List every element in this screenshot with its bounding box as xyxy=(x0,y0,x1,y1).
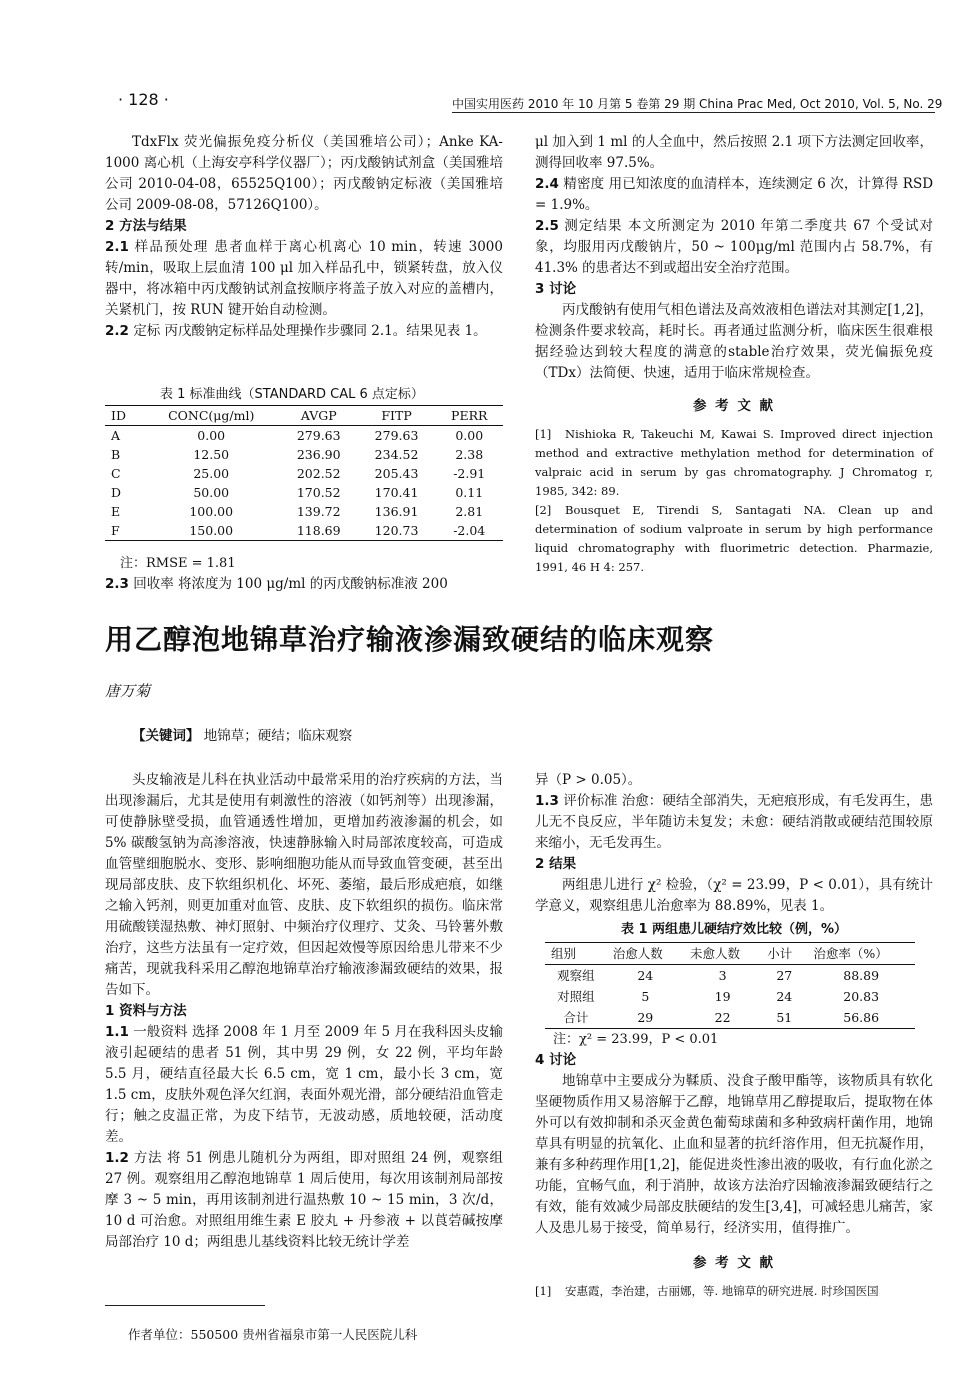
table-row xyxy=(105,464,503,483)
prev-section-2-2-title: 定标 xyxy=(133,323,161,339)
reference-1 xyxy=(535,1282,933,1301)
article-right-column xyxy=(535,770,933,1301)
table-cell: 118.69 xyxy=(296,523,341,538)
reference-text: Nishioka R, Takeuchi M, Kawai S. Improved direct injection method and extractive methylation method for determination of valpraic acid in serum by gas chromatography. J Chromatog r, 1985, 342: 89. xyxy=(535,427,933,498)
reference-text: Bousquet E, Tirendi S, Santagati NA. Clean up and determination of sodium valproate in serum by high performance liquid chromatography with fluorimetric detection. Pharmazie, 1991, 46 H 4: 257. xyxy=(535,503,933,574)
prev-section-2-2-number: 2.2 xyxy=(105,323,129,339)
section-1-1-title: 一般资料 xyxy=(133,1024,188,1040)
prev-discussion-paragraph: 丙戊酸钠有使用气相色谱法及高效液相色谱法对其测定[1,2]，检测条件要求较高，耗时长。再者通过监测分析，临床医生很难根据经验达到较大程度的满意的stable治疗效果，荧光偏振免疫（TDx）法简便、快速，适用于临床常规检查。 xyxy=(535,302,933,381)
section-1-2 xyxy=(105,1148,503,1253)
section-1-1 xyxy=(105,1022,503,1148)
prev-recovery-continued: μl 加入到 1 ml 的人全血中，然后按照 2.1 项下方法测定回收率，测得回收率 97.5%。 xyxy=(535,134,933,171)
table-cell: -2.04 xyxy=(453,523,486,538)
table-cell: A xyxy=(111,428,121,443)
table-cell: 136.91 xyxy=(374,504,419,519)
table-cell: 0.00 xyxy=(197,428,226,443)
references-title: 参 考 文 献 xyxy=(692,1255,776,1271)
prev-table-header-cell: PERR xyxy=(451,408,488,423)
prev-section-2-3-title: 回收率 xyxy=(133,576,174,592)
results-paragraph: 两组患儿进行 χ² 检验，（χ² = 23.99，P < 0.01），具有统计学意义，观察组患儿治愈率为 88.89%，见表 1。 xyxy=(535,877,933,914)
author-affiliation-footnote: 作者单位：550500 贵州省福泉市第一人民医院儿科 xyxy=(128,1327,418,1342)
table-cell: 19 xyxy=(714,989,731,1004)
prev-section-3-heading: 3 讨论 xyxy=(535,281,577,297)
prev-section-2-4-title: 精密度 xyxy=(563,176,605,192)
table-cell: 205.43 xyxy=(374,466,419,481)
table-cell: 2.38 xyxy=(455,447,484,462)
prev-section-2-5 xyxy=(535,216,933,279)
table-cell: B xyxy=(111,447,121,462)
table-row xyxy=(545,965,915,987)
table-cell: 25.00 xyxy=(193,466,230,481)
table-cell: 170.52 xyxy=(296,485,341,500)
table-row xyxy=(105,502,503,521)
table-cell: 279.63 xyxy=(296,428,341,443)
table-row xyxy=(105,445,503,464)
reference-number: [1] xyxy=(535,427,552,441)
footnote-rule xyxy=(105,1305,265,1306)
prev-section-2-1-body: 患者血样于离心机离心 10 min，转速 3000 转/min，吸取上层血清 100 μl 加入样品孔中，锁紧转盘，放入仪器中，将冰箱中丙戊酸钠试剂盒按顺序将盖子放入对应的盖槽内，关紧机门，按 RUN 键开始自动检测。 xyxy=(105,239,503,318)
table-cell: 150.00 xyxy=(189,523,234,538)
table-cell: -2.91 xyxy=(453,466,486,481)
table-cell: 观察组 xyxy=(557,968,595,983)
prev-reference-2 xyxy=(535,501,933,577)
section-1-3-body: 治愈：硬结全部消失，无疤痕形成，有毛发再生，患儿无不良反应，半年随访未复发；未愈：硬结消散或硬结范围较原来缩小，无毛发再生。 xyxy=(535,793,933,851)
keywords xyxy=(132,724,352,744)
prev-left-column xyxy=(105,132,503,342)
results-table xyxy=(545,942,915,1029)
table-cell: 24 xyxy=(637,968,654,983)
section-1-2-number: 1.2 xyxy=(105,1150,129,1166)
table-cell: 20.83 xyxy=(843,989,880,1004)
reference-number: [1] xyxy=(535,1284,552,1298)
prev-standard-curve-table xyxy=(105,405,503,541)
article-left-column xyxy=(105,770,503,1253)
prev-section-2-4-body: 用已知浓度的血清样本，连续测定 6 次，计算得 RSD = 1.9%。 xyxy=(535,176,934,213)
keywords-text: 地锦草；硬结；临床观察 xyxy=(203,728,353,744)
prev-section-2-4 xyxy=(535,174,933,216)
section-2-heading: 2 结果 xyxy=(535,856,577,872)
table-cell: 0.00 xyxy=(455,428,484,443)
prev-table-note: 注：RMSE = 1.81 xyxy=(120,556,236,571)
page-number: · 128 · xyxy=(118,90,169,109)
prev-section-2-4-number: 2.4 xyxy=(535,176,559,192)
table-cell: 3 xyxy=(718,968,727,983)
prev-section-2-5-body: 本文所测定为 2010 年第二季度共 67 个受试对象，均服用丙戊酸钠片，50 ~ 100μg/ml 范围内占 58.7%，有 41.3% 的患者达不到或超出安全治疗范围。 xyxy=(535,218,934,276)
section-1-heading: 1 资料与方法 xyxy=(105,1003,187,1019)
table-cell: 88.89 xyxy=(843,968,880,983)
table-row xyxy=(545,1007,915,1029)
journal-header: 中国实用医药 2010 年 10 月第 5 卷第 29 期 China Prac Med, Oct 2010, Vol. 5, No. 29 xyxy=(452,97,943,111)
table-cell: 50.00 xyxy=(193,485,230,500)
table-row xyxy=(105,483,503,502)
reference-text: 安惠霞，李治建，古丽娜，等. 地锦草的研究进展. 时珍国医国 xyxy=(565,1284,879,1298)
prev-references xyxy=(535,425,933,577)
section-4-heading: 4 讨论 xyxy=(535,1052,577,1068)
table-cell: 合计 xyxy=(563,1010,589,1025)
table-cell: 139.72 xyxy=(296,504,341,519)
table-cell: 234.52 xyxy=(374,447,419,462)
table-cell: 24 xyxy=(776,989,793,1004)
table-cell: F xyxy=(111,523,120,538)
keywords-label: 【关键词】 xyxy=(132,728,200,744)
difference-continued: 异（P > 0.05）。 xyxy=(535,772,642,788)
results-table-header-cell: 组别 xyxy=(551,946,577,961)
prev-materials-paragraph: TdxFlx 荧光偏振免疫分析仪（美国雅培公司）；Anke KA-1000 离心机（上海安亭科学仪器厂）；丙戊酸钠试剂盒（美国雅培公司 2010-04-08，65525Q100）；丙戊酸钠定标液（美国雅培公司 2009-08-08，57126Q100）。 xyxy=(105,134,503,213)
section-1-2-body: 将 51 例患儿随机分为两组，即对照组 24 例，观察组 27 例。观察组用乙醇泡地锦草 1 周后使用，每次用该制剂局部按摩 3 ~ 5 min，再用该制剂进行温热敷 10 ~ 15 min，3 次/d，10 d 可治愈。对照组用维生素 E 胶丸 + 丹参液 + 以莨菪碱按摩局部治疗 10 d；两组患儿基线资料比较无统计学差 xyxy=(105,1150,503,1250)
table-row xyxy=(545,986,915,1007)
section-1-1-number: 1.1 xyxy=(105,1024,129,1040)
prev-table-header-cell: FITP xyxy=(381,408,412,423)
prev-table-header-cell: CONC(μg/ml) xyxy=(168,408,255,423)
table-cell: C xyxy=(111,466,121,481)
table-cell: 29 xyxy=(637,1010,654,1025)
table-cell: 0.11 xyxy=(455,485,484,500)
prev-references-title: 参 考 文 献 xyxy=(692,398,776,414)
table-cell: D xyxy=(111,485,122,500)
intro-paragraph: 头皮输液是儿科在执业活动中最常采用的治疗疾病的方法，当出现渗漏后，尤其是使用有刺激性的溶液（如钙剂等）出现渗漏，可使静脉壁受损，血管通透性增加，更增加药液渗漏的机会，如 5% 碳酸氢钠为高渗溶液，快速静脉输入时局部浓度较高，可造成血管壁细胞脱水、变形、影响细胞功能从而导致血管变硬，甚至出现局部皮肤、皮下软组织机化、坏死、萎缩，最后形成疤痕，如继之输入钙剂，则更加重对血管、皮肤、皮下软组织的损伤。临床常用硫酸镁湿热敷、神灯照射、中频治疗仪理疗、艾灸、马铃薯外敷治疗，这些方法虽有一定疗效，但因起效慢等原因给患儿带来不少痛苦，现就我科采用乙醇泡地锦草治疗输液渗漏致硬结的效果，报告如下。 xyxy=(105,772,503,998)
article-author: 唐万菊 xyxy=(105,682,151,700)
table-cell: 5 xyxy=(641,989,650,1004)
table-cell: 120.73 xyxy=(374,523,419,538)
prev-reference-1 xyxy=(535,425,933,501)
results-table-caption: 表 1 两组患儿硬结疗效比较（例，%） xyxy=(620,922,848,937)
table-cell: 12.50 xyxy=(193,447,230,462)
prev-section-2-3 xyxy=(105,574,503,595)
reference-number: [2] xyxy=(535,503,552,517)
table-cell: 202.52 xyxy=(296,466,341,481)
table-cell: 170.41 xyxy=(374,485,419,500)
prev-section-2-heading: 2 方法与结果 xyxy=(105,218,187,234)
section-1-2-title: 方法 xyxy=(133,1150,163,1166)
table-cell: 236.90 xyxy=(296,447,341,462)
prev-section-2-5-number: 2.5 xyxy=(535,218,559,234)
prev-section-2-1 xyxy=(105,237,503,321)
prev-section-2-2-body: 丙戊酸钠定标样品处理操作步骤同 2.1。结果见表 1。 xyxy=(164,323,487,339)
table-cell: 27 xyxy=(776,968,793,983)
references xyxy=(535,1282,933,1301)
table-cell: 2.81 xyxy=(455,504,484,519)
table-cell: 279.63 xyxy=(374,428,419,443)
table-cell: E xyxy=(111,504,121,519)
results-table-header-cell: 治愈人数 xyxy=(612,946,663,961)
results-table-header-cell: 未愈人数 xyxy=(689,946,740,961)
table-cell: 对照组 xyxy=(557,989,595,1004)
prev-section-2-1-number: 2.1 xyxy=(105,239,129,255)
prev-table-caption: 表 1 标准曲线（STANDARD CAL 6 点定标） xyxy=(160,387,424,402)
table-row xyxy=(105,521,503,541)
table-row xyxy=(105,426,503,446)
discussion-paragraph: 地锦草中主要成分为鞣质、没食子酸甲酯等，该物质具有软化坚硬物质作用又易溶解于乙醇，地锦草用乙醇提取后，提取物在体外可以有效抑制和杀灭金黄色葡萄球菌和多种致病杆菌作用，地锦草具有明显的抗氧化、止血和显著的抗纤溶作用，但无抗凝作用，兼有多种药理作用[1,2]，能促进炎性渗出液的吸收，有行血化淤之功能，宜畅气血，利于消肿，故该方法治疗因输液渗漏致硬结行之有效，能有效减少局部皮肤硬结的发生[3,4]，可减轻患儿痛苦，家人及患儿易于接受，简单易行，经济实用，值得推广。 xyxy=(535,1073,933,1236)
table-cell: 100.00 xyxy=(189,504,234,519)
table-cell: 51 xyxy=(776,1010,793,1025)
section-1-3-title: 评价标准 xyxy=(563,793,618,809)
prev-right-column xyxy=(535,132,933,577)
section-1-3-number: 1.3 xyxy=(535,793,559,809)
section-1-1-body: 选择 2008 年 1 月至 2009 年 5 月在我科因头皮输液引起硬结的患者 51 例，其中男 29 例，女 22 例，平均年龄 5.5 月，硬结直径最大长 6.5 cm，宽 1 cm，最小长 3 cm，宽 1.5 cm，皮肤外观色泽欠红润，表面外观光滑，部分硬结沿血管走行；触之皮温正常，为皮下结节，无波动感，质地较硬，活动度差。 xyxy=(105,1024,503,1145)
prev-section-2-3-number: 2.3 xyxy=(105,576,129,592)
results-table-header-cell: 治愈率（%） xyxy=(813,946,888,961)
table-cell: 22 xyxy=(714,1010,731,1025)
prev-section-2-2 xyxy=(105,321,503,342)
prev-section-2-5-title: 测定结果 xyxy=(564,218,623,234)
article-title: 用乙醇泡地锦草治疗输液渗漏致硬结的临床观察 xyxy=(105,623,715,656)
results-table-note: 注：χ² = 23.99，P < 0.01 xyxy=(553,1032,719,1047)
header-rule xyxy=(452,112,935,113)
prev-table-header-cell: AVGP xyxy=(300,408,337,423)
section-1-3 xyxy=(535,791,933,854)
prev-section-2-1-title: 样品预处理 xyxy=(134,239,209,255)
prev-table-header-cell: ID xyxy=(111,408,126,423)
results-table-header-cell: 小计 xyxy=(767,946,793,961)
prev-section-2-3-body: 将浓度为 100 μg/ml 的丙戊酸钠标准液 200 xyxy=(178,576,448,592)
table-cell: 56.86 xyxy=(843,1010,880,1025)
